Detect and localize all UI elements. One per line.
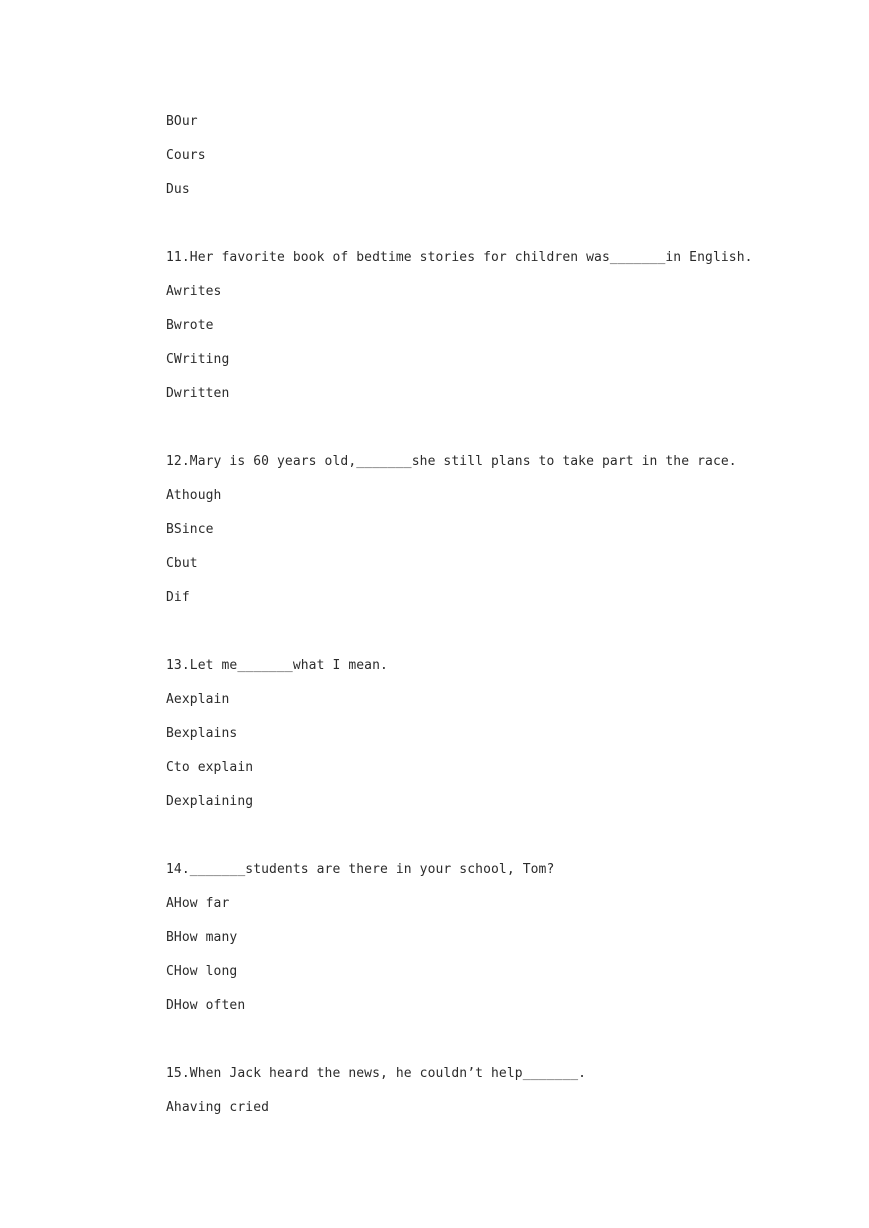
question-11-option-c: CWriting bbox=[166, 352, 230, 367]
question-12-option-c: Cbut bbox=[166, 556, 198, 571]
question-14-stem: 14._______students are there in your school, Tom? bbox=[166, 862, 555, 877]
question-13-stem: 13.Let me_______what I mean. bbox=[166, 658, 388, 673]
question-14-option-c: CHow long bbox=[166, 964, 238, 979]
question-14-option-d: DHow often bbox=[166, 998, 246, 1013]
question-12-option-a: Athough bbox=[166, 488, 222, 503]
question-11-option-a: Awrites bbox=[166, 284, 222, 299]
question-12-option-d: Dif bbox=[166, 590, 190, 605]
question-12-option-b: BSince bbox=[166, 522, 214, 537]
spacer bbox=[166, 826, 826, 860]
question-11-option-b: Bwrote bbox=[166, 318, 214, 333]
document-page bbox=[166, 112, 826, 1132]
question-14-option-a: AHow far bbox=[166, 896, 230, 911]
option-b: BOur bbox=[166, 114, 198, 129]
spacer bbox=[166, 622, 826, 656]
spacer bbox=[166, 1030, 826, 1064]
spacer bbox=[166, 418, 826, 452]
question-15-option-a: Ahaving cried bbox=[166, 1100, 270, 1115]
question-15-stem: 15.When Jack heard the news, he couldn’t help_______. bbox=[166, 1066, 587, 1081]
option-c: Cours bbox=[166, 148, 206, 163]
question-12-stem: 12.Mary is 60 years old,_______she still plans to take part in the race. bbox=[166, 454, 737, 469]
question-13-option-a: Aexplain bbox=[166, 692, 230, 707]
question-11-stem: 11.Her favorite book of bedtime stories for children was_______in English. bbox=[166, 250, 753, 265]
question-11-option-d: Dwritten bbox=[166, 386, 230, 401]
question-13-option-c: Cto explain bbox=[166, 760, 254, 775]
question-13-option-d: Dexplaining bbox=[166, 794, 254, 809]
question-13-option-b: Bexplains bbox=[166, 726, 238, 741]
question-14-option-b: BHow many bbox=[166, 930, 238, 945]
spacer bbox=[166, 214, 826, 248]
option-d: Dus bbox=[166, 182, 190, 197]
